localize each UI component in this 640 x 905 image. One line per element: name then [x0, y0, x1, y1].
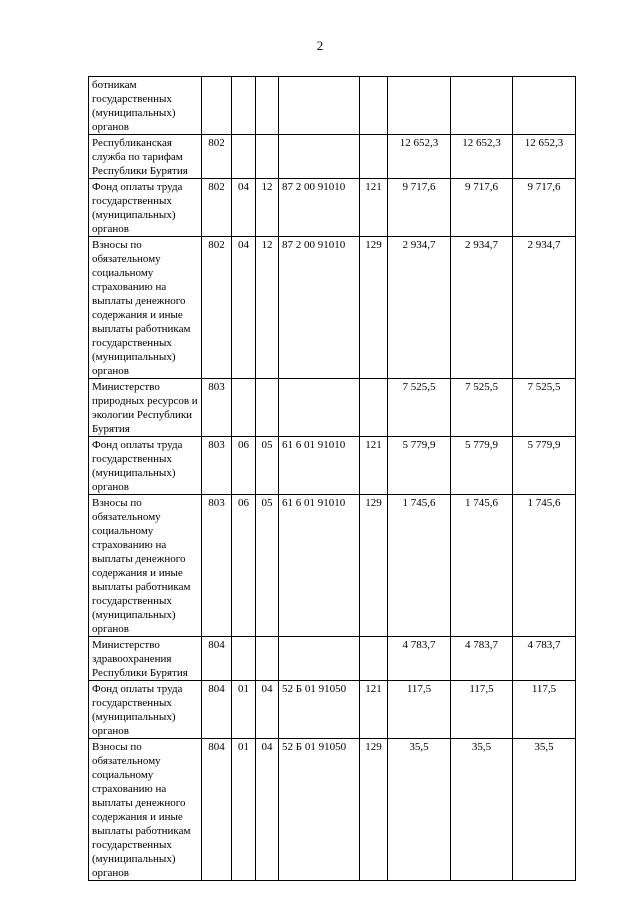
amount-year1-cell: 4 783,7: [388, 637, 451, 681]
amount-year3-cell: 2 934,7: [513, 237, 576, 379]
expense-type-cell: [360, 637, 388, 681]
subsection-cell: 05: [256, 437, 279, 495]
ministry-code-cell: 804: [202, 681, 232, 739]
section-cell: 04: [232, 237, 256, 379]
amount-year1-cell: 5 779,9: [388, 437, 451, 495]
amount-year1-cell: 9 717,6: [388, 179, 451, 237]
target-article-cell: [279, 135, 360, 179]
section-cell: 06: [232, 495, 256, 637]
amount-year3-cell: 35,5: [513, 739, 576, 881]
budget-table-body: [89, 77, 576, 881]
expense-type-cell: 129: [360, 237, 388, 379]
ministry-code-cell: 803: [202, 495, 232, 637]
ministry-code-cell: [202, 77, 232, 135]
section-cell: [232, 637, 256, 681]
section-cell: 01: [232, 681, 256, 739]
target-article-cell: 61 6 01 91010: [279, 495, 360, 637]
table-row: [89, 379, 576, 437]
row-name-cell: ботникам государственных (муниципальных) органов: [89, 77, 202, 135]
ministry-code-cell: 802: [202, 237, 232, 379]
amount-year3-cell: 7 525,5: [513, 379, 576, 437]
amount-year2-cell: 12 652,3: [451, 135, 513, 179]
expense-type-cell: 121: [360, 179, 388, 237]
amount-year2-cell: 7 525,5: [451, 379, 513, 437]
row-name-cell: Фонд оплаты труда государственных (муниципальных) органов: [89, 179, 202, 237]
ministry-code-cell: 803: [202, 379, 232, 437]
expense-type-cell: 129: [360, 495, 388, 637]
amount-year3-cell: 9 717,6: [513, 179, 576, 237]
subsection-cell: 04: [256, 681, 279, 739]
table-row: [89, 77, 576, 135]
amount-year1-cell: [388, 77, 451, 135]
amount-year3-cell: [513, 77, 576, 135]
amount-year2-cell: 5 779,9: [451, 437, 513, 495]
section-cell: 06: [232, 437, 256, 495]
row-name-cell: Республиканская служба по тарифам Республики Бурятия: [89, 135, 202, 179]
table-row: [89, 681, 576, 739]
amount-year2-cell: 9 717,6: [451, 179, 513, 237]
subsection-cell: 12: [256, 237, 279, 379]
section-cell: [232, 379, 256, 437]
amount-year2-cell: [451, 77, 513, 135]
subsection-cell: [256, 379, 279, 437]
amount-year1-cell: 2 934,7: [388, 237, 451, 379]
table-row: [89, 637, 576, 681]
amount-year3-cell: 1 745,6: [513, 495, 576, 637]
amount-year1-cell: 7 525,5: [388, 379, 451, 437]
target-article-cell: [279, 379, 360, 437]
subsection-cell: [256, 77, 279, 135]
expense-type-cell: [360, 379, 388, 437]
ministry-code-cell: 803: [202, 437, 232, 495]
subsection-cell: 12: [256, 179, 279, 237]
row-name-cell: Фонд оплаты труда государственных (муниципальных) органов: [89, 681, 202, 739]
target-article-cell: [279, 637, 360, 681]
budget-table: [88, 76, 576, 881]
target-article-cell: 52 Б 01 91050: [279, 681, 360, 739]
table-row: [89, 237, 576, 379]
row-name-cell: Министерство природных ресурсов и экологии Республики Бурятия: [89, 379, 202, 437]
expense-type-cell: [360, 135, 388, 179]
page-number: 2: [316, 38, 324, 53]
amount-year3-cell: 12 652,3: [513, 135, 576, 179]
row-name-cell: Министерство здравоохранения Республики Бурятия: [89, 637, 202, 681]
expense-type-cell: 121: [360, 681, 388, 739]
amount-year2-cell: 2 934,7: [451, 237, 513, 379]
section-cell: 04: [232, 179, 256, 237]
table-row: [89, 739, 576, 881]
target-article-cell: 87 2 00 91010: [279, 237, 360, 379]
row-name-cell: Взносы по обязательному социальному страхованию на выплаты денежного содержания и иные выплаты работникам государственных (муниципальных) органов: [89, 495, 202, 637]
amount-year3-cell: 5 779,9: [513, 437, 576, 495]
amount-year2-cell: 4 783,7: [451, 637, 513, 681]
amount-year2-cell: 117,5: [451, 681, 513, 739]
subsection-cell: 04: [256, 739, 279, 881]
subsection-cell: [256, 637, 279, 681]
amount-year1-cell: 1 745,6: [388, 495, 451, 637]
expense-type-cell: 121: [360, 437, 388, 495]
ministry-code-cell: 804: [202, 739, 232, 881]
row-name-cell: Фонд оплаты труда государственных (муниципальных) органов: [89, 437, 202, 495]
amount-year2-cell: 35,5: [451, 739, 513, 881]
amount-year1-cell: 35,5: [388, 739, 451, 881]
target-article-cell: 52 Б 01 91050: [279, 739, 360, 881]
ministry-code-cell: 802: [202, 135, 232, 179]
amount-year3-cell: 117,5: [513, 681, 576, 739]
table-row: [89, 437, 576, 495]
expense-type-cell: [360, 77, 388, 135]
target-article-cell: 87 2 00 91010: [279, 179, 360, 237]
row-name-cell: Взносы по обязательному социальному страхованию на выплаты денежного содержания и иные выплаты работникам государственных (муниципальных) органов: [89, 237, 202, 379]
amount-year1-cell: 12 652,3: [388, 135, 451, 179]
target-article-cell: [279, 77, 360, 135]
amount-year2-cell: 1 745,6: [451, 495, 513, 637]
section-cell: 01: [232, 739, 256, 881]
section-cell: [232, 77, 256, 135]
table-row: [89, 135, 576, 179]
row-name-cell: Взносы по обязательному социальному страхованию на выплаты денежного содержания и иные выплаты работникам государственных (муниципальных) органов: [89, 739, 202, 881]
expense-type-cell: 129: [360, 739, 388, 881]
table-row: [89, 179, 576, 237]
section-cell: [232, 135, 256, 179]
target-article-cell: 61 6 01 91010: [279, 437, 360, 495]
amount-year1-cell: 117,5: [388, 681, 451, 739]
ministry-code-cell: 802: [202, 179, 232, 237]
table-row: [89, 495, 576, 637]
amount-year3-cell: 4 783,7: [513, 637, 576, 681]
subsection-cell: [256, 135, 279, 179]
subsection-cell: 05: [256, 495, 279, 637]
ministry-code-cell: 804: [202, 637, 232, 681]
